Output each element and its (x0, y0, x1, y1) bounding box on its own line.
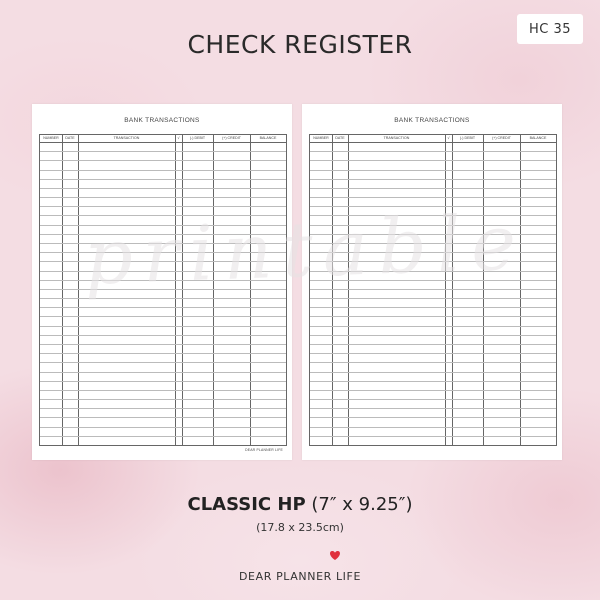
ruled-row (40, 225, 286, 226)
ruled-row (310, 408, 556, 409)
ruled-row (310, 261, 556, 262)
ruled-row (40, 316, 286, 317)
ruled-row (310, 234, 556, 235)
ruled-row (310, 179, 556, 180)
ruled-row (40, 344, 286, 345)
ruled-row (310, 417, 556, 418)
ruled-row (40, 436, 286, 437)
register-sheet-left (32, 104, 292, 460)
heart-icon (328, 548, 342, 562)
ruled-row (40, 427, 286, 428)
sheet-title: BANK TRANSACTIONS (394, 117, 470, 124)
column-header-credit: (+) CREDIT (492, 136, 511, 140)
ruled-row (310, 362, 556, 363)
ruled-row (40, 289, 286, 290)
ruled-row (310, 326, 556, 327)
ruled-row (310, 170, 556, 171)
size-label (0, 494, 600, 515)
ruled-row (310, 390, 556, 391)
ruled-row (310, 436, 556, 437)
ruled-row (310, 381, 556, 382)
size-metric: (17.8 x 23.5cm) (256, 521, 344, 534)
column-header-credit: (+) CREDIT (222, 136, 241, 140)
ruled-row (310, 206, 556, 207)
ruled-row (310, 289, 556, 290)
ruled-row (40, 372, 286, 373)
ruled-row (40, 335, 286, 336)
ruled-row (310, 151, 556, 152)
ruled-row (40, 197, 286, 198)
ruled-row (40, 160, 286, 161)
ruled-row (40, 179, 286, 180)
ruled-row (40, 188, 286, 189)
sheet-footer-brand: DEAR PLANNER LIFE (245, 448, 283, 452)
brand-name: DEAR PLANNER LIFE (238, 570, 362, 583)
size-name: CLASSIC HP (187, 494, 306, 515)
ruled-row (310, 160, 556, 161)
ruled-row (40, 261, 286, 262)
printable-watermark: printable (82, 197, 528, 302)
ruled-row (310, 399, 556, 400)
ruled-row (310, 225, 556, 226)
ruled-row (310, 427, 556, 428)
page-title: CHECK REGISTER (187, 30, 413, 59)
ruled-row (310, 316, 556, 317)
ruled-row (310, 271, 556, 272)
column-header-debit: (-) DEBIT (459, 136, 476, 140)
ruled-row (310, 280, 556, 281)
column-header-number: NUMBER (43, 136, 59, 140)
column-header-transaction: TRANSACTION (113, 136, 140, 140)
column-header-check: √ (447, 136, 450, 140)
ruled-row (40, 326, 286, 327)
ruled-row (310, 344, 556, 345)
ruled-row (310, 188, 556, 189)
column-header-number: NUMBER (313, 136, 329, 140)
ruled-row (40, 353, 286, 354)
product-code-badge: HC 35 (517, 14, 583, 44)
ruled-row (40, 151, 286, 152)
ledger-table (39, 134, 287, 446)
column-header-check: √ (177, 136, 180, 140)
ruled-row (310, 243, 556, 244)
ruled-row (310, 335, 556, 336)
ruled-row (40, 362, 286, 363)
ruled-row (40, 243, 286, 244)
sheet-title: BANK TRANSACTIONS (124, 117, 200, 124)
ruled-row (40, 271, 286, 272)
ruled-row (40, 234, 286, 235)
ruled-row (310, 307, 556, 308)
ruled-row (310, 372, 556, 373)
register-sheet-right (302, 104, 562, 460)
ledger-table (309, 134, 557, 446)
column-header-date: DATE (65, 136, 75, 140)
column-header-debit: (-) DEBIT (189, 136, 206, 140)
column-header-balance: BALANCE (529, 136, 547, 140)
column-header-date: DATE (335, 136, 345, 140)
ruled-row (40, 417, 286, 418)
ruled-row (310, 298, 556, 299)
ruled-row (40, 381, 286, 382)
ruled-row (310, 215, 556, 216)
ruled-row (40, 390, 286, 391)
ruled-row (40, 170, 286, 171)
column-header-balance: BALANCE (259, 136, 277, 140)
ruled-row (310, 252, 556, 253)
ruled-row (310, 197, 556, 198)
ruled-row (40, 298, 286, 299)
ruled-row (40, 206, 286, 207)
ruled-row (40, 399, 286, 400)
ruled-row (40, 252, 286, 253)
ruled-row (40, 215, 286, 216)
ruled-row (40, 280, 286, 281)
ruled-row (40, 307, 286, 308)
column-header-transaction: TRANSACTION (383, 136, 410, 140)
size-dimensions: (7″ x 9.25″) (305, 494, 413, 515)
ruled-row (310, 353, 556, 354)
ruled-row (40, 408, 286, 409)
